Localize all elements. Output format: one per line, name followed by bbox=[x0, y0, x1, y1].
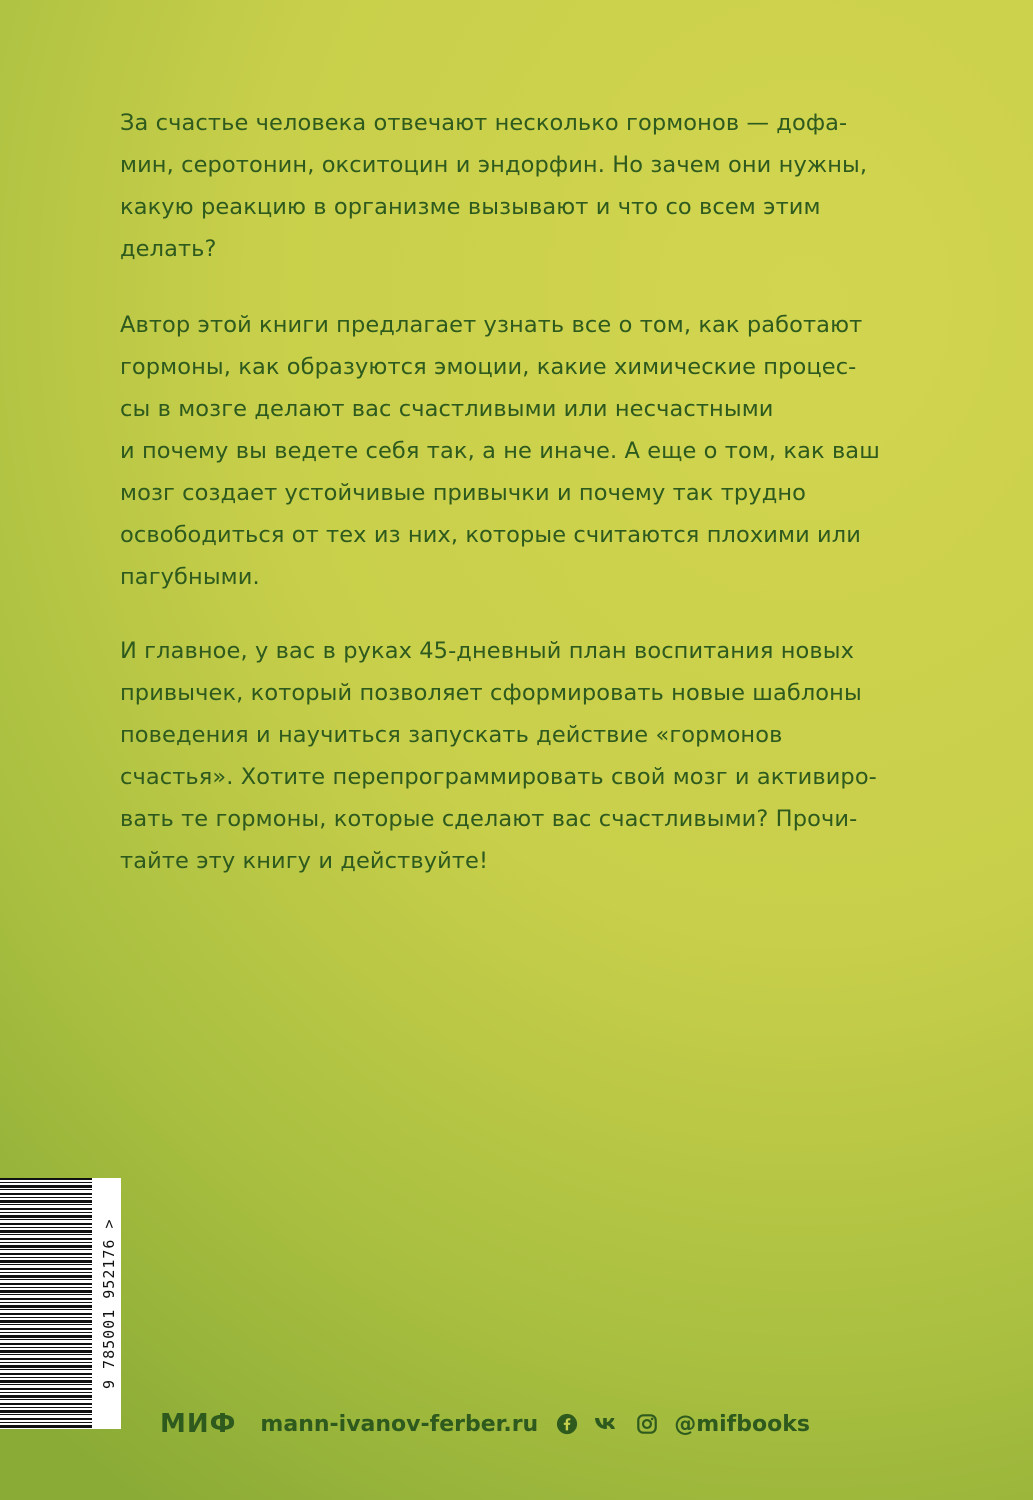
text-line: За счастье человека отвечают несколько гормонов — дофа- bbox=[120, 110, 848, 136]
description-paragraph-1 bbox=[120, 102, 880, 270]
text-line: И главное, у вас в руках 45-дневный план воспитания новых bbox=[120, 638, 855, 664]
publisher-website-link[interactable]: mann-ivanov-ferber.ru bbox=[260, 1411, 539, 1437]
text-line: счастья». Хотите перепрограммировать свой мозг и активиро- bbox=[120, 764, 877, 790]
barcode-bars bbox=[0, 1178, 92, 1429]
text-line: освободиться от тех из них, которые считаются плохими или bbox=[120, 522, 861, 548]
text-line: делать? bbox=[120, 236, 217, 262]
text-line: мин, серотонин, окситоцин и эндорфин. Но зачем они нужны, bbox=[120, 152, 868, 178]
text-line: привычек, который позволяет сформировать новые шаблоны bbox=[120, 680, 862, 706]
text-line: вать те гормоны, которые сделают вас счастливыми? Прочи- bbox=[120, 806, 858, 832]
description-paragraph-2 bbox=[120, 304, 880, 598]
instagram-icon[interactable] bbox=[636, 1413, 658, 1435]
text-line: тайте эту книгу и действуйте! bbox=[120, 848, 489, 874]
text-line: поведения и научиться запускать действие «гормонов bbox=[120, 722, 783, 748]
facebook-icon[interactable] bbox=[556, 1413, 578, 1435]
text-line: мозг создает устойчивые привычки и почему так трудно bbox=[120, 480, 807, 506]
isbn-barcode bbox=[0, 1178, 121, 1429]
publisher-logo: МИФ bbox=[160, 1409, 237, 1439]
text-line: Автор этой книги предлагает узнать все о том, как работают bbox=[120, 312, 863, 338]
text-line: и почему вы ведете себя так, а не иначе. А еще о том, как ваш bbox=[120, 438, 880, 464]
publisher-footer bbox=[160, 1402, 810, 1446]
text-line: гормоны, как образуются эмоции, какие химические процес- bbox=[120, 354, 857, 380]
text-line: сы в мозге делают вас счастливыми или несчастными bbox=[120, 396, 774, 422]
vk-icon[interactable] bbox=[594, 1415, 620, 1433]
text-line: пагубными. bbox=[120, 564, 260, 590]
barcode-digits: 9 785001 952176 > bbox=[100, 1218, 118, 1389]
text-line: какую реакцию в организме вызывают и что со всем этим bbox=[120, 194, 821, 220]
social-handle[interactable]: @mifbooks bbox=[674, 1411, 810, 1437]
description-paragraph-3 bbox=[120, 630, 880, 882]
